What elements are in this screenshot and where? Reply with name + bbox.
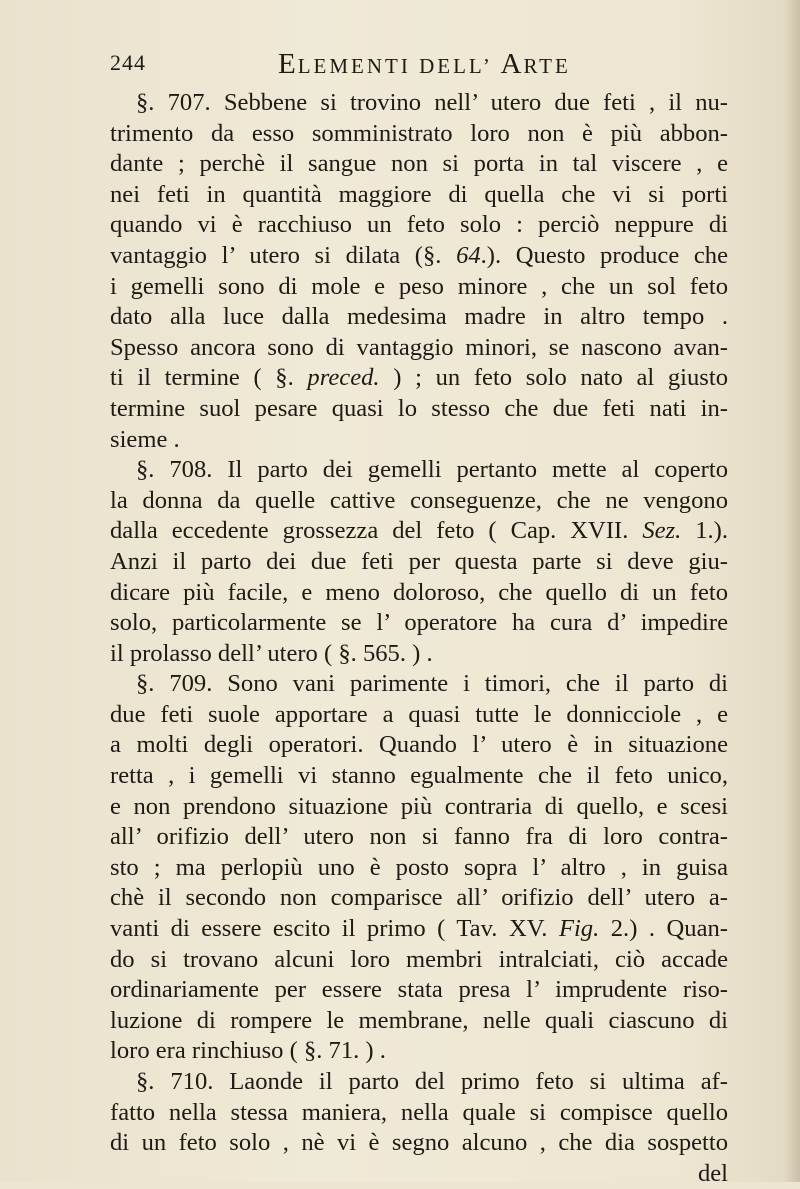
text-line xyxy=(110,639,728,670)
text-line xyxy=(110,1128,728,1159)
text-line xyxy=(110,608,728,639)
text-line xyxy=(110,272,728,303)
text-segment: solo, particolarmente se l’ operatore ha cura d’ impedire xyxy=(110,609,728,637)
text-segment: dicare più facile, e meno doloroso, che quello di un feto xyxy=(110,578,728,606)
text-line xyxy=(110,149,728,180)
text-segment: ) ; un feto solo nato al giusto xyxy=(379,364,728,392)
text-segment: di un feto solo , nè vi è segno alcuno , che dia sospetto xyxy=(110,1129,728,1157)
text-line xyxy=(110,180,728,211)
text-segment: 2.) . Quan- xyxy=(599,915,728,943)
text-line xyxy=(110,761,728,792)
text-segment: vanti di essere escito il primo ( Tav. XV. xyxy=(110,915,559,943)
text-segment: trimento da esso somministrato loro non è più abbon- xyxy=(110,119,728,147)
text-segment: vantaggio l’ utero si dilata (§. xyxy=(110,241,457,269)
text-line xyxy=(110,119,728,150)
text-segment: all’ orifizio dell’ utero non si fanno fra di loro contra- xyxy=(110,823,728,851)
text-line xyxy=(110,1067,728,1098)
page-number: 244 xyxy=(110,50,146,75)
text-segment: §. 707. Sebbene si trovino nell’ utero due feti , il nu- xyxy=(136,89,728,116)
text-segment: Anzi il parto dei due feti per questa parte si deve giu- xyxy=(110,547,728,575)
italic-text: preced. xyxy=(307,364,380,392)
text-segment: fatto nella stessa maniera, nella quale si compisce quello xyxy=(110,1098,728,1126)
text-line xyxy=(110,486,728,517)
text-line xyxy=(110,853,728,884)
text-segment: Spesso ancora sono di vantaggio minori, se nascono avan- xyxy=(110,333,728,361)
text-segment: termine suol pesare quasi lo stesso che due feti nati in- xyxy=(110,394,728,422)
text-line xyxy=(110,516,728,547)
text-segment: nei feti in quantità maggiore di quella che vi si porti xyxy=(110,180,728,208)
text-line xyxy=(110,945,728,976)
body-text xyxy=(110,88,728,1189)
text-line xyxy=(110,1036,728,1067)
page-header xyxy=(110,48,730,84)
text-line xyxy=(110,730,728,761)
text-segment: do si trovano alcuni loro membri intralciati, ciò accade xyxy=(110,945,728,973)
text-segment: ordinariamente per essere stata presa l’ imprudente riso- xyxy=(110,976,728,1004)
text-line xyxy=(110,425,728,456)
text-line xyxy=(110,302,728,333)
text-segment: e non prendono situazione più contraria di quello, e scesi xyxy=(110,792,728,820)
text-line xyxy=(110,883,728,914)
text-segment: §. 709. Sono vani parimente i timori, che il parto di xyxy=(136,670,728,698)
text-line xyxy=(110,333,728,364)
text-line xyxy=(110,1098,728,1129)
text-segment: quando vi è racchiuso un feto solo : perciò neppure di xyxy=(110,211,728,239)
text-line xyxy=(110,394,728,425)
text-segment: retta , i gemelli vi stanno egualmente che il feto unico, xyxy=(110,762,728,790)
text-line xyxy=(110,455,728,486)
text-segment: §. 710. Laonde il parto del primo feto si ultima af- xyxy=(136,1068,728,1095)
text-segment: due feti suole apportare a quasi tutte le donnicciole , e xyxy=(110,700,728,728)
text-segment: dato alla luce dalla medesima madre in altro tempo . xyxy=(110,303,728,331)
text-line xyxy=(110,1159,728,1189)
text-line xyxy=(110,792,728,823)
text-segment: i gemelli sono di mole e peso minore , che un sol feto xyxy=(110,272,728,300)
text-line xyxy=(110,88,728,119)
text-segment: sieme . xyxy=(110,425,180,453)
text-line xyxy=(110,822,728,853)
text-line xyxy=(110,669,728,700)
text-segment: luzione di rompere le membrane, nelle quali ciascuno di xyxy=(110,1006,728,1034)
text-line xyxy=(110,914,728,945)
text-segment: la donna da quelle cattive conseguenze, che ne vengono xyxy=(110,486,728,514)
italic-text: Sez. xyxy=(642,517,682,545)
text-segment: loro era rinchiuso ( §. 71. ) . xyxy=(110,1037,386,1065)
text-segment: .). Questo produce che xyxy=(480,241,728,269)
text-line xyxy=(110,578,728,609)
text-segment: sto ; ma perlopiù uno è posto sopra l’ altro , in guisa xyxy=(110,853,728,881)
text-segment: a molti degli operatori. Quando l’ utero è in situazione xyxy=(110,731,728,759)
text-line xyxy=(110,547,728,578)
text-line xyxy=(110,210,728,241)
text-segment: §. 708. Il parto dei gemelli pertanto mette al coperto xyxy=(136,456,728,484)
text-line xyxy=(110,975,728,1006)
text-segment: chè il secondo non comparisce all’ orifizio dell’ utero a- xyxy=(110,884,728,912)
text-line xyxy=(110,241,728,272)
page-edge-shadow xyxy=(784,0,800,1182)
text-segment: dalla eccedente grossezza del feto ( Cap. XVII. xyxy=(110,517,643,545)
italic-text: Fig. xyxy=(558,915,600,943)
text-line xyxy=(110,700,728,731)
text-segment: del xyxy=(697,1159,728,1187)
running-title: ELEMENTI DELL’ ARTE xyxy=(278,48,571,80)
text-segment: ti il termine ( §. xyxy=(110,364,308,392)
text-segment: 1.). xyxy=(681,517,728,545)
text-line xyxy=(110,1006,728,1037)
italic-text: 64 xyxy=(456,241,481,269)
text-segment: dante ; perchè il sangue non si porta in tal viscere , e xyxy=(110,150,728,178)
text-segment: il prolasso dell’ utero ( §. 565. ) . xyxy=(110,639,433,667)
text-line xyxy=(110,363,728,394)
